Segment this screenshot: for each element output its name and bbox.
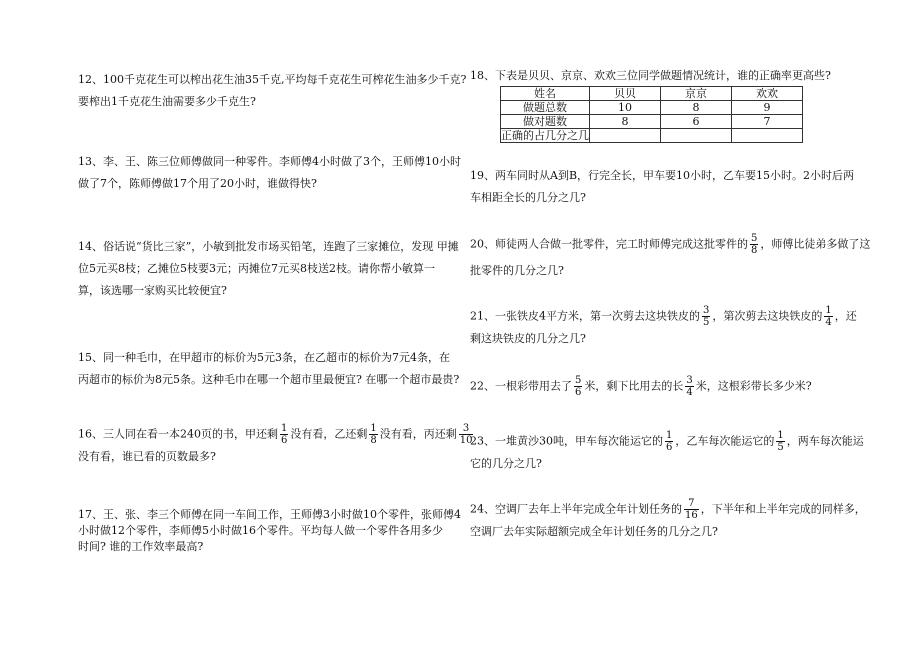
table-header-cell: 姓名 xyxy=(501,87,590,101)
question-14-line1: 14、俗话说“货比三家”，小敏到批发市场买铅笔，连跑了三家摊位，发现 甲摊 xyxy=(78,240,459,253)
fraction-5-6: $\frac{5}{6}$ xyxy=(575,375,582,398)
question-23-text-b: ，乙车每次能运它的 xyxy=(675,434,775,448)
question-22-text-c: 米，这根彩带长多少米? xyxy=(695,379,812,393)
question-18 xyxy=(470,65,831,87)
question-21-text-a: 21、一张铁皮4平方米，第一次剪去这块铁皮的 xyxy=(470,309,700,323)
table-header-cell: 欢欢 xyxy=(732,87,803,101)
table-cell: 9 xyxy=(732,101,803,115)
question-19-line2: 车相距全长的几分之几? xyxy=(470,191,586,204)
question-22-text-a: 22、一根彩带用去了 xyxy=(470,379,572,393)
question-16-line1 xyxy=(78,423,475,446)
fraction-7-16: $\frac{7}{16}$ xyxy=(685,498,698,521)
question-20-line2: 批零件的几分之几? xyxy=(470,264,564,277)
question-16-text-b: 没有看，乙还剩 xyxy=(290,427,368,441)
table-cell: 6 xyxy=(661,115,732,129)
question-23-line2: 它的几分之几? xyxy=(470,457,542,470)
table-cell: 做题总数 xyxy=(501,101,590,115)
question-24 xyxy=(470,498,866,543)
fraction-3-4: $\frac{3}{4}$ xyxy=(686,375,693,398)
table-header-cell: 贝贝 xyxy=(590,87,661,101)
question-15-line1: 15、同一种毛巾，在甲超市的标价为5元3条，在乙超市的标价为7元4条，在 xyxy=(78,351,450,364)
question-24-line2: 空调厂去年实际超额完成全年计划任务的几分之几? xyxy=(470,525,718,538)
question-13 xyxy=(78,151,461,195)
question-22-line1 xyxy=(470,375,812,398)
question-17-line2: 小时做12个零件，李师傅5小时做16个零件。平均每人做一个零件各用多少 xyxy=(78,524,443,537)
fraction-3-10: $\frac{3}{10}$ xyxy=(459,423,473,446)
table-row xyxy=(501,101,803,115)
question-22 xyxy=(470,375,812,398)
question-12 xyxy=(78,69,466,113)
question-17-line1: 17、王、张、李三个师傅在同一车间工作，王师傅3小时做10个零件，张师傅4 xyxy=(78,508,461,521)
question-20-line1 xyxy=(470,233,870,256)
question-20-text-a: 20、师徒两人合做一批零件，完工时师傅完成这批零件的 xyxy=(470,237,748,251)
question-19 xyxy=(470,165,854,209)
question-14-line3: 算，该选哪一家购买比较便宜? xyxy=(78,284,227,297)
question-20 xyxy=(470,233,870,282)
question-21-line2: 剩这块铁皮的几分之几? xyxy=(470,332,586,345)
fraction-1-6: $\frac{1}{6}$ xyxy=(281,423,288,446)
question-18-text: 18、下表是贝贝、京京、欢欢三位同学做题情况统计，谁的正确率更高些? xyxy=(470,69,831,82)
question-13-line1: 13、李、王、陈三位师傅做同一种零件。李师傅4小时做了3个，王师傅10小时 xyxy=(78,155,461,168)
question-21-line1 xyxy=(470,305,857,328)
question-16 xyxy=(78,423,475,468)
question-16-text-c: 没有看，丙还剩 xyxy=(379,427,457,441)
fraction-1-8: $\frac{1}{8}$ xyxy=(370,423,377,446)
question-15 xyxy=(78,347,459,391)
question-16-text-a: 16、三人同在看一本240页的书，甲还剩 xyxy=(78,427,278,441)
table-cell: 正确的占几分之几 xyxy=(501,129,589,142)
table-cell: 7 xyxy=(732,115,803,129)
table-row xyxy=(501,115,803,129)
question-14-line2: 位5元买8枝；乙摊位5枝要3元；丙摊位7元买8枝送2枝。请你帮小敏算一 xyxy=(78,262,435,275)
fraction-5-8: $\frac{5}{8}$ xyxy=(751,233,758,256)
table-cell: 8 xyxy=(590,115,661,129)
question-19-line1: 19、两车同时从A到B，行完全长，甲车要10小时，乙车要15小时。2小时后两 xyxy=(470,169,855,182)
table-cell: 8 xyxy=(661,101,732,115)
question-16-line2: 没有看，谁已看的页数最多? xyxy=(78,450,216,463)
stats-table xyxy=(500,86,803,143)
question-17-line3: 时间? 谁的工作效率最高? xyxy=(78,540,204,553)
fraction-1-4: $\frac{1}{4}$ xyxy=(825,305,832,328)
question-21-text-b: ，第次剪去这块铁皮的 xyxy=(712,309,823,323)
question-12-line1: 12、100千克花生可以榨出花生油35千克,平均每千克花生可榨花生油多少千克? xyxy=(78,73,467,86)
question-24-text-b: ，下半年和上半年完成的同样多， xyxy=(700,502,866,516)
question-23-text-a: 23、一堆黄沙30吨，甲车每次能运它的 xyxy=(470,434,663,448)
question-17 xyxy=(78,504,461,558)
fraction-1-5: $\frac{1}{5}$ xyxy=(777,430,784,453)
question-14 xyxy=(78,236,459,302)
question-12-line2: 要榨出1千克花生油需要多少千克生? xyxy=(78,95,256,108)
question-21 xyxy=(470,305,857,350)
table-header-row xyxy=(501,87,803,101)
table-cell xyxy=(732,129,803,143)
question-20-text-b: ，师傅比徒弟多做了这 xyxy=(760,237,871,251)
table-cell: 10 xyxy=(590,101,661,115)
table-row xyxy=(501,129,803,143)
fraction-1-6: $\frac{1}{6}$ xyxy=(666,430,673,453)
table-cell: 做对题数 xyxy=(501,115,590,129)
table-cell xyxy=(590,129,661,143)
question-22-text-b: 米，剩下比用去的长 xyxy=(584,379,684,393)
fraction-3-5: $\frac{3}{5}$ xyxy=(703,305,710,328)
question-24-line1 xyxy=(470,498,866,521)
table-cell xyxy=(661,129,732,143)
question-23-text-c: ，两车每次能运 xyxy=(786,434,864,448)
question-24-text-a: 24、空调厂去年上半年完成全年计划任务的 xyxy=(470,502,682,516)
question-23 xyxy=(470,430,864,475)
question-23-line1 xyxy=(470,430,864,453)
question-21-text-c: ，还 xyxy=(834,309,857,323)
table-header-cell: 京京 xyxy=(661,87,732,101)
question-13-line2: 做了7个，陈师傅做17个用了20小时，谁做得快? xyxy=(78,177,317,190)
question-15-line2: 丙超市的标价为8元5条。这种毛巾在哪一个超市里最便宜? 在哪一个超市最贵? xyxy=(78,373,460,386)
